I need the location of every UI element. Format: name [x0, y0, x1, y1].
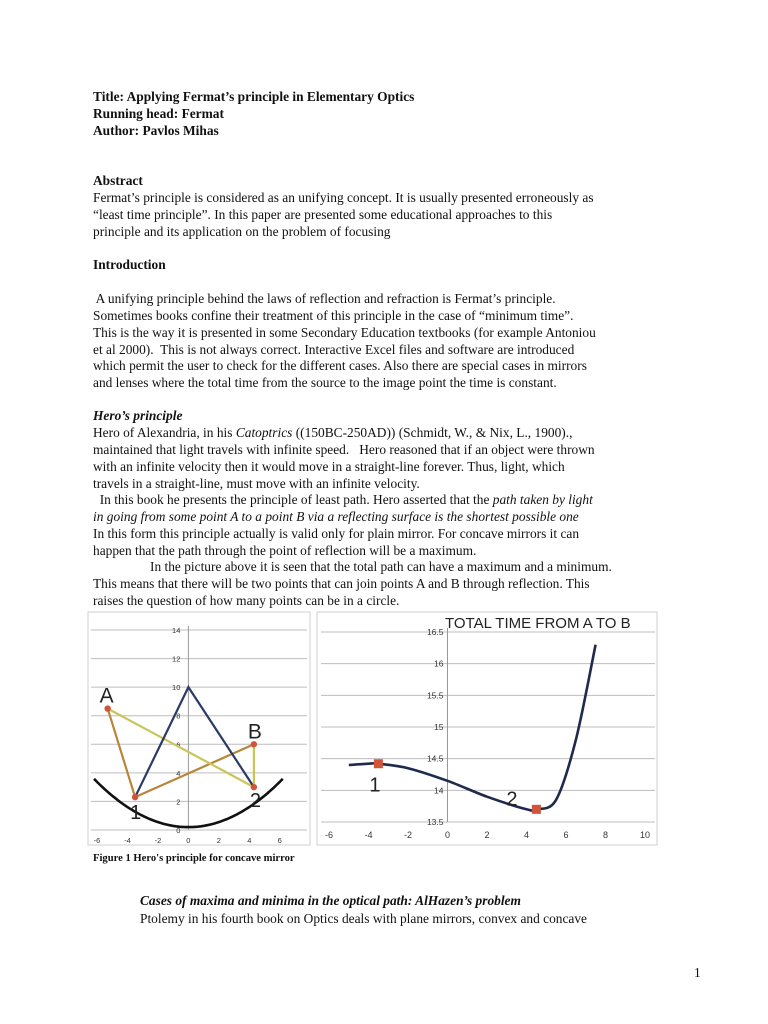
running-head: Running head: Fermat: [93, 106, 224, 121]
abstract-heading: Abstract: [93, 173, 143, 188]
left-y-tick-label: 10: [172, 683, 181, 693]
abstract-line: principle and its application on the problem of focusing: [93, 224, 391, 239]
point-marker: [132, 794, 138, 800]
label-point-2: 2: [249, 790, 262, 813]
right-chart: [317, 612, 657, 845]
left-y-tick-label: 8: [176, 711, 181, 721]
right-chart-title: TOTAL TIME FROM A TO B: [445, 615, 631, 632]
heros-line: [93, 425, 693, 442]
heros-line: maintained that light travels with infinite speed. Hero reasoned that if an object were thrown: [93, 442, 595, 457]
label-point-1: 1: [130, 802, 142, 825]
left-chart-frame: [88, 612, 310, 845]
heros-line: with an infinite velocity then it would move in a straight-line forever. Thus, light, which: [93, 459, 565, 474]
left-y-tick-label: 4: [176, 768, 181, 778]
page-number: 1: [694, 965, 701, 980]
left-x-tick-label: -6: [93, 836, 101, 845]
section-heading-alhazen: Cases of maxima and minima in the optical path: AlHazen’s problem: [140, 893, 521, 908]
label-A: A: [99, 684, 114, 708]
heros-quote: path taken by light: [492, 492, 593, 507]
catoptrics-title: Catoptrics: [235, 425, 293, 440]
right-x-tick-label: 8: [602, 830, 609, 840]
left-chart: [88, 612, 310, 845]
figure-caption: Figure 1 Hero's principle for concave mirror: [93, 853, 295, 864]
right-y-tick-label: 16: [434, 658, 444, 669]
figure-svg: [85, 610, 660, 850]
right-y-tick-label: 14: [434, 785, 444, 796]
ptolemy-line: Ptolemy in his fourth book on Optics deals with plane mirrors, convex and concave: [140, 911, 588, 926]
left-x-tick-label: 2: [216, 836, 221, 845]
extremum-marker: [374, 759, 383, 768]
introduction-heading: Introduction: [93, 257, 166, 272]
right-y-tick-label: 13.5: [426, 817, 444, 827]
label-B: B: [247, 720, 262, 744]
heros-quote: in going from some point A to a point B via a reflecting surface is the shortest possible one: [93, 509, 579, 524]
label-point-1: 1: [369, 774, 381, 797]
intro-line: et al 2000). This is not always correct. Interactive Excel files and software are introduced: [93, 342, 575, 357]
paper-title: Title: Applying Fermat’s principle in Elementary Optics: [93, 89, 415, 104]
extremum-marker: [532, 805, 541, 814]
heros-line: In the picture above it is seen that the total path can have a maximum and a minimum.: [150, 559, 612, 574]
label-point-2: 2: [506, 788, 518, 811]
abstract-line: Fermat’s principle is considered as an unifying concept. It is usually presented erroneously as: [93, 190, 594, 205]
right-x-tick-label: 0: [444, 830, 451, 840]
left-x-tick-label: 0: [186, 836, 191, 845]
left-x-tick-label: -4: [124, 836, 131, 845]
intro-line: which permit the user to check for the different cases. Also there are special cases in mirrors: [93, 358, 587, 373]
intro-line: and lenses where the total time from the source to the image point the time is constant.: [93, 375, 557, 390]
left-x-tick-label: 6: [277, 836, 282, 845]
author: Author: Pavlos Mihas: [93, 123, 219, 138]
figure-1: [85, 610, 660, 850]
left-y-tick-label: 0: [176, 826, 181, 835]
right-x-tick-label: 2: [484, 830, 490, 840]
heros-line1-post: ((150BC-250AD)) (Schmidt, W., & Nix, L., 1900).,: [292, 425, 573, 440]
right-y-tick-label: 15.5: [426, 690, 444, 701]
intro-line: A unifying principle behind the laws of reflection and refraction is Fermat’s principle.: [93, 291, 556, 306]
right-y-tick-label: 15: [434, 722, 444, 732]
left-y-tick-label: 6: [176, 740, 181, 750]
heros-line: raises the question of how many points can be in a circle.: [93, 593, 400, 608]
right-chart-frame: [317, 612, 657, 845]
right-y-tick-label: 16.5: [426, 627, 444, 637]
right-x-tick-label: -6: [324, 830, 334, 840]
heros-line: travels in a straight-line, must move with an infinite velocity.: [93, 476, 420, 491]
left-y-tick-label: 2: [176, 797, 181, 807]
right-x-tick-label: 4: [523, 830, 530, 840]
right-x-tick-label: -2: [403, 830, 413, 840]
right-x-tick-label: 10: [639, 830, 651, 840]
heros-heading: Hero’s principle: [93, 408, 183, 423]
left-y-tick-label: 12: [172, 654, 181, 664]
heros-line1-pre: Hero of Alexandria, in his: [93, 425, 236, 440]
left-x-tick-label: 4: [247, 836, 252, 845]
intro-line: Sometimes books confine their treatment of this principle in the case of “minimum time”.: [93, 308, 574, 323]
abstract-line: “least time principle”. In this paper are presented some educational approaches to this: [93, 207, 553, 222]
right-y-tick-label: 14.5: [426, 753, 444, 764]
left-y-tick-label: 14: [172, 626, 181, 635]
intro-line: This is the way it is presented in some Secondary Education textbooks (for example Antoniou: [93, 325, 596, 340]
heros-line: [93, 492, 693, 509]
heros-line: happen that the path through the point of reflection will be a maximum.: [93, 543, 477, 558]
right-x-tick-label: -4: [364, 830, 373, 840]
heros-line: This means that there will be two points that can join points A and B through reflection. This: [93, 576, 590, 591]
heros-line: In this form this principle actually is valid only for plain mirror. For concave mirrors it can: [93, 526, 580, 541]
right-x-tick-label: 6: [563, 830, 569, 840]
heros-p2-pre: In this book he presents the principle of least path. Hero asserted that the: [93, 492, 493, 507]
left-x-tick-label: -2: [154, 836, 162, 845]
